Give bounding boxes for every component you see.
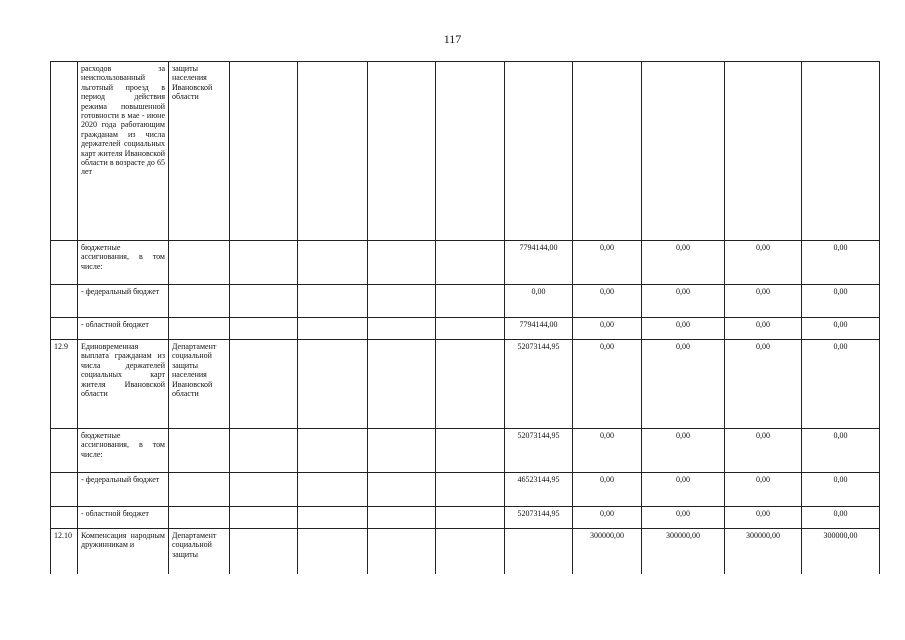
row-number [51,507,78,529]
empty-cell [298,473,368,507]
executor-cell [169,507,230,529]
item-name: бюджетные ассигнования, в том числе: [78,241,169,285]
value-cell: 300000,00 [725,529,802,574]
row-number [51,241,78,285]
page-number: 117 [443,32,462,46]
item-name: бюджетные ассигнования, в том числе: [78,429,169,473]
value-cell: 0,00 [802,507,880,529]
executor-cell: защиты населения Ивановской области [169,62,230,241]
row-number [51,62,78,241]
empty-cell [436,529,505,574]
item-name: Компенсация народным дружинникам и [78,529,169,574]
value-cell: 0,00 [573,507,642,529]
row-number [51,318,78,340]
empty-cell [368,241,436,285]
empty-cell [230,241,298,285]
value-cell [725,62,802,241]
empty-cell [436,318,505,340]
item-name: - областной бюджет [78,507,169,529]
empty-cell [230,285,298,318]
value-cell: 0,00 [725,429,802,473]
executor-cell [169,285,230,318]
table-row [51,340,880,429]
executor-cell: Департамент социальной защиты [169,529,230,574]
value-cell: 7794144,00 [505,241,573,285]
value-cell: 0,00 [642,507,725,529]
empty-cell [368,340,436,429]
empty-cell [298,318,368,340]
empty-cell [230,473,298,507]
executor-cell: Департамент социальной защиты населения Ивановской области [169,340,230,429]
item-name: Единовременная выплата гражданам из числа держателей социальных карт жителя Ивановской области [78,340,169,429]
item-name: - областной бюджет [78,318,169,340]
empty-cell [230,62,298,241]
value-cell: 0,00 [642,473,725,507]
value-cell: 0,00 [802,340,880,429]
table-row [51,241,880,285]
empty-cell [298,241,368,285]
empty-cell [368,429,436,473]
empty-cell [230,529,298,574]
value-cell: 0,00 [642,285,725,318]
executor-cell [169,241,230,285]
item-name: - федеральный бюджет [78,285,169,318]
value-cell: 0,00 [725,318,802,340]
empty-cell [298,429,368,473]
value-cell: 0,00 [725,473,802,507]
empty-cell [368,285,436,318]
row-number [51,429,78,473]
executor-cell [169,473,230,507]
value-cell: 52073144,95 [505,340,573,429]
empty-cell [436,285,505,318]
value-cell: 52073144,95 [505,507,573,529]
empty-cell [368,62,436,241]
empty-cell [298,529,368,574]
value-cell: 300000,00 [573,529,642,574]
empty-cell [368,507,436,529]
value-cell: 0,00 [573,340,642,429]
value-cell [802,62,880,241]
value-cell: 46523144,95 [505,473,573,507]
empty-cell [230,429,298,473]
value-cell: 0,00 [505,285,573,318]
value-cell: 0,00 [573,241,642,285]
table-row [51,62,880,241]
table-row [51,507,880,529]
empty-cell [230,340,298,429]
value-cell: 0,00 [642,340,725,429]
empty-cell [436,62,505,241]
table-row [51,529,880,574]
row-number [51,285,78,318]
row-number: 12.9 [51,340,78,429]
value-cell: 0,00 [573,318,642,340]
value-cell: 52073144,95 [505,429,573,473]
value-cell: 0,00 [725,241,802,285]
value-cell: 0,00 [642,318,725,340]
value-cell: 0,00 [802,473,880,507]
value-cell: 0,00 [802,318,880,340]
value-cell: 0,00 [725,340,802,429]
value-cell: 7794144,00 [505,318,573,340]
value-cell: 0,00 [802,429,880,473]
item-name: расходов за неиспользованный льготный проезд в период действия режима повышенной готовности в мае - июне 2020 года работающим гражданам из числа держателей социальных карт жителя Ивановской области в возрасте до 65 лет [78,62,169,241]
empty-cell [368,473,436,507]
empty-cell [436,340,505,429]
empty-cell [298,340,368,429]
value-cell: 0,00 [802,285,880,318]
budget-table [50,61,880,574]
table-row [51,285,880,318]
empty-cell [436,429,505,473]
executor-cell [169,318,230,340]
empty-cell [230,318,298,340]
table-row [51,318,880,340]
value-cell: 0,00 [725,507,802,529]
value-cell: 0,00 [642,241,725,285]
empty-cell [298,285,368,318]
empty-cell [436,507,505,529]
empty-cell [436,241,505,285]
value-cell: 0,00 [573,285,642,318]
value-cell: 300000,00 [642,529,725,574]
empty-cell [298,507,368,529]
value-cell [573,62,642,241]
row-number: 12.10 [51,529,78,574]
value-cell: 0,00 [725,285,802,318]
table-row [51,429,880,473]
table-row [51,473,880,507]
value-cell: 0,00 [642,429,725,473]
value-cell: 300000,00 [802,529,880,574]
value-cell: 0,00 [802,241,880,285]
empty-cell [368,529,436,574]
value-cell [642,62,725,241]
empty-cell [230,507,298,529]
value-cell: 0,00 [573,429,642,473]
executor-cell [169,429,230,473]
value-cell: 0,00 [573,473,642,507]
empty-cell [298,62,368,241]
value-cell [505,529,573,574]
row-number [51,473,78,507]
item-name: - федеральный бюджет [78,473,169,507]
empty-cell [368,318,436,340]
value-cell [505,62,573,241]
empty-cell [436,473,505,507]
